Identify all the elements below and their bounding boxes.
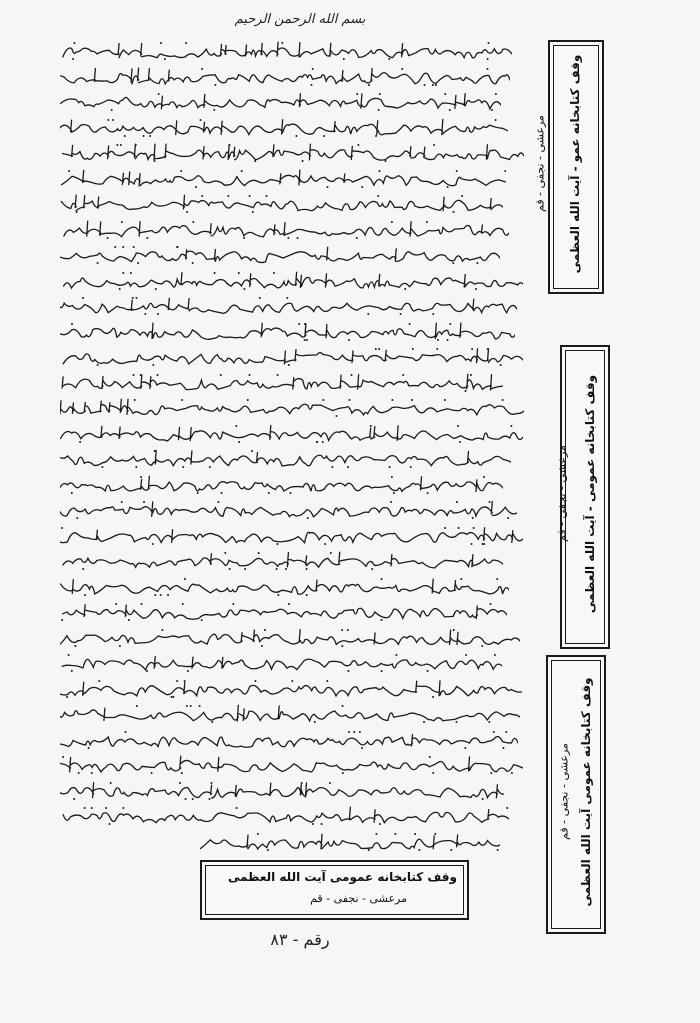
handwritten-line: [60, 525, 523, 547]
handwritten-line: [60, 321, 515, 343]
handwritten-line: [60, 499, 517, 521]
handwritten-line: [60, 91, 501, 113]
handwritten-line: [60, 270, 523, 292]
handwritten-line: [60, 678, 522, 700]
stamp-text-line1: وقف کتابخانه عمو - آیت الله العظمی: [568, 54, 582, 274]
handwritten-line: [60, 550, 503, 572]
handwritten-line: [60, 601, 507, 623]
handwritten-line: [60, 372, 503, 394]
handwritten-line: [60, 576, 509, 598]
handwritten-line: [60, 219, 509, 241]
handwritten-line: [60, 474, 503, 496]
handwritten-line: [60, 142, 524, 164]
page-number: رقم - ٨٣: [270, 930, 330, 949]
handwritten-line: [60, 168, 506, 190]
handwritten-line: [60, 397, 524, 419]
handwritten-line: [60, 244, 500, 266]
handwritten-line: [60, 703, 520, 725]
handwritten-line: [60, 627, 520, 649]
handwritten-line: [60, 423, 523, 445]
handwritten-line: [60, 652, 502, 674]
handwritten-line: [60, 66, 510, 88]
handwritten-line: [60, 805, 509, 827]
library-stamp-3: [546, 655, 606, 934]
handwritten-line: [60, 346, 523, 368]
stamp-text-line2: مرعشی - نجفی - قم: [533, 115, 547, 212]
basmala-heading: بسم الله الرحمن الرحيم: [234, 12, 366, 27]
stamp-text-line2: مرعشی - نجفی - قم: [310, 892, 407, 905]
library-stamp-2: [555, 345, 610, 649]
library-stamp-4: [200, 860, 469, 920]
stamp-text-line2: مرعشی - نجفی - قم: [555, 445, 569, 542]
stamp-text-line2: مرعشی - نجفی - قم: [557, 743, 571, 840]
handwritten-line: [60, 448, 511, 470]
handwritten-line: [60, 40, 512, 62]
handwritten-line: [60, 193, 503, 215]
handwritten-line: [60, 295, 517, 317]
library-stamp-1: [533, 40, 604, 294]
stamp-text-line1: وقف کتابخانه عمومی - آیت الله العظمی: [583, 374, 597, 614]
handwritten-line: [60, 780, 504, 802]
handwritten-line: [60, 729, 518, 751]
stamp-text-line1: وقف کتابخانه عمومی آیت الله العظمی: [227, 870, 457, 884]
handwritten-line: [60, 754, 523, 776]
stamp-text-line1: وقف کتابخانه عمومی آیت الله العظمی: [579, 677, 593, 907]
handwritten-line: [60, 117, 508, 139]
handwritten-text-block: [60, 40, 520, 850]
handwritten-line: [200, 831, 500, 853]
